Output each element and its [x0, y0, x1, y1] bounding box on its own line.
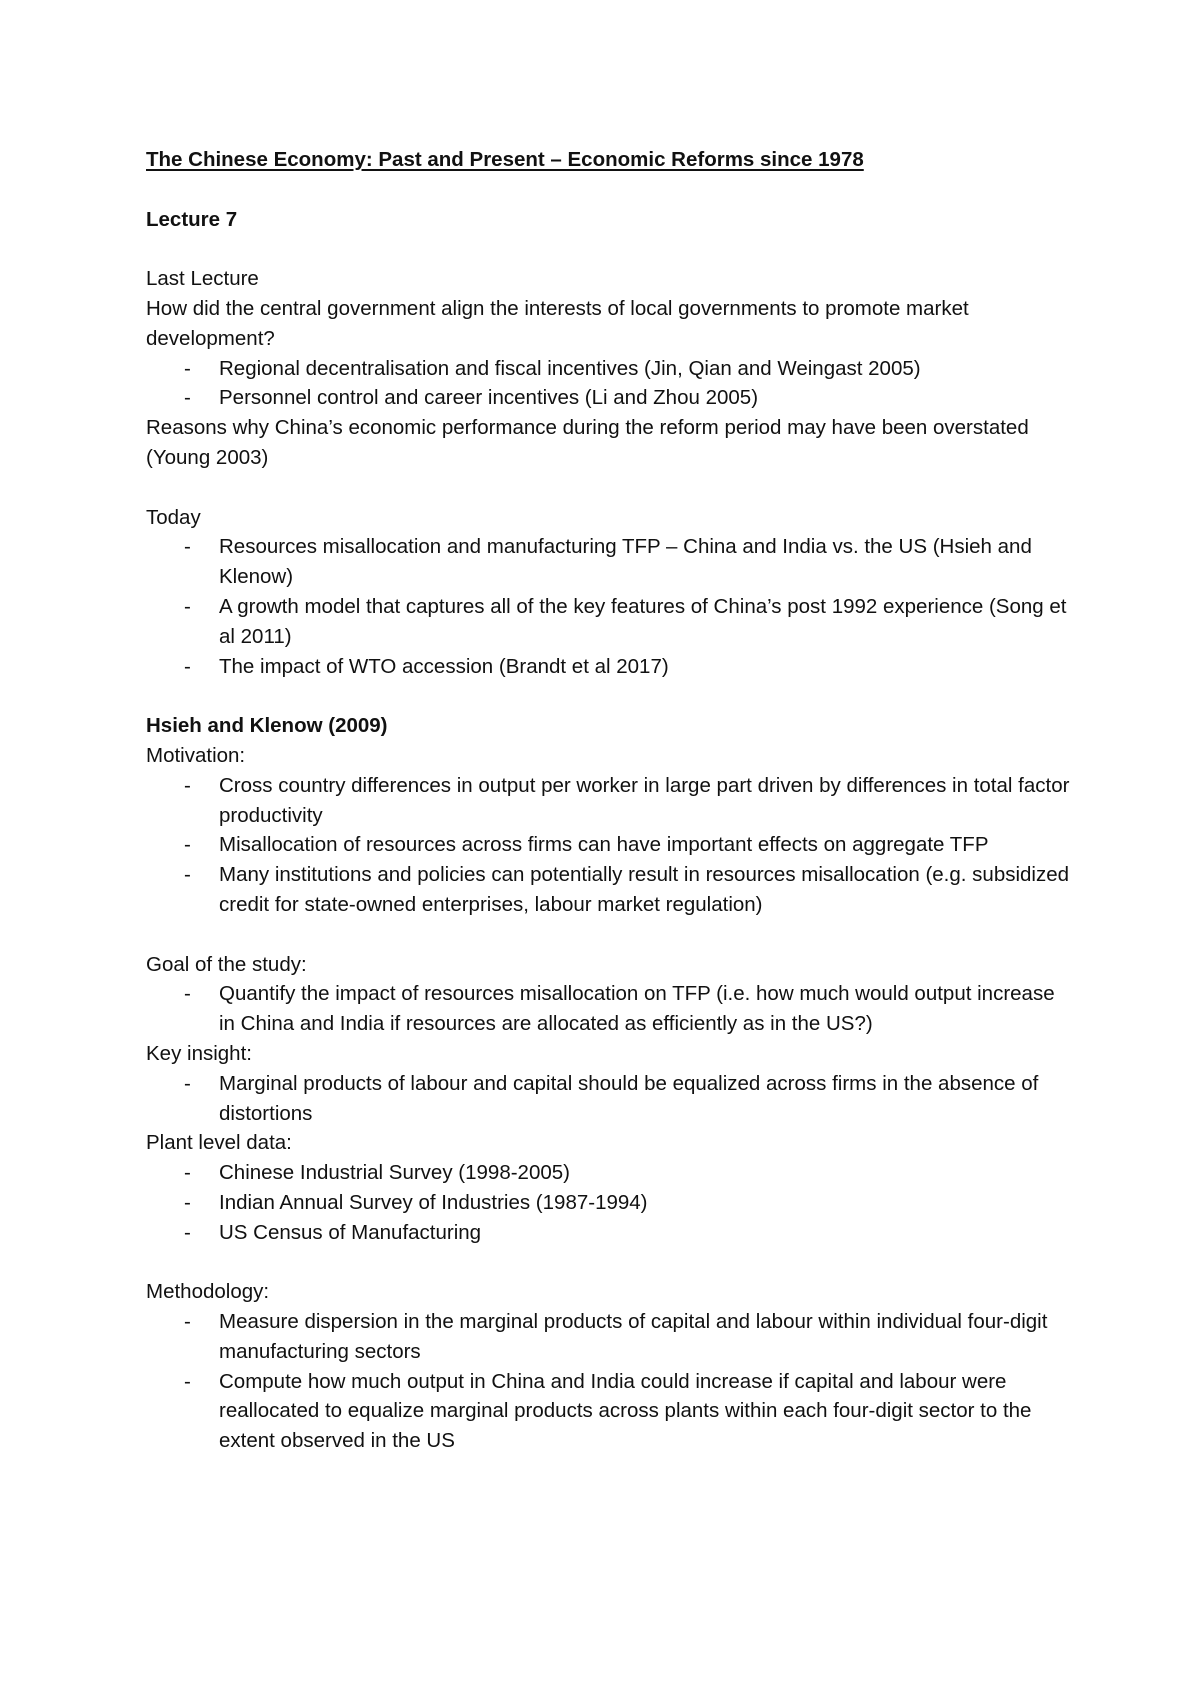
motivation-list [146, 771, 1076, 920]
spacer [146, 920, 1076, 950]
list-item: - Measure dispersion in the marginal products of capital and labour within individual four-digit manufacturing sectors [146, 1307, 1076, 1367]
last-lecture-list [146, 354, 1076, 414]
list-item: - Many institutions and policies can potentially result in resources misallocation (e.g. subsidized credit for state-owned enterprises, labour market regulation) [146, 860, 1076, 920]
spacer [146, 175, 1076, 205]
spacer [146, 1247, 1076, 1277]
spacer [146, 234, 1076, 264]
list-item: - Misallocation of resources across firms can have important effects on aggregate TFP [146, 830, 1076, 860]
today-heading: Today [146, 505, 201, 529]
data-list [146, 1158, 1076, 1247]
last-lecture-reasons: Reasons why China’s economic performance during the reform period may have been overstated (Young 2003) [146, 416, 1029, 469]
goal-label: Goal of the study: [146, 952, 307, 976]
spacer [146, 473, 1076, 503]
method-label: Methodology: [146, 1280, 270, 1304]
insight-list [146, 1069, 1076, 1129]
list-item: - Indian Annual Survey of Industries (1987-1994) [146, 1188, 1076, 1218]
list-item: - Resources misallocation and manufacturing TFP – China and India vs. the US (Hsieh and Klenow) [146, 532, 1076, 592]
document-title: The Chinese Economy: Past and Present – Economic Reforms since 1978 [146, 148, 864, 171]
list-item: - Regional decentralisation and fiscal incentives (Jin, Qian and Weingast 2005) [146, 354, 1076, 384]
motivation-label: Motivation: [146, 743, 246, 767]
insight-label: Key insight: [146, 1041, 252, 1065]
list-item: - Chinese Industrial Survey (1998-2005) [146, 1158, 1076, 1188]
hk-heading: Hsieh and Klenow (2009) [146, 714, 388, 738]
today-list [146, 532, 1076, 681]
document-page [146, 145, 1076, 1456]
list-item: - Quantify the impact of resources misallocation on TFP (i.e. how much would output increase in China and India if resources are allocated as efficiently as in the US?) [146, 979, 1076, 1039]
list-item: - Marginal products of labour and capital should be equalized across firms in the absence of distortions [146, 1069, 1076, 1129]
list-item: - US Census of Manufacturing [146, 1218, 1076, 1248]
list-item: - Cross country differences in output per worker in large part driven by differences in total factor productivity [146, 771, 1076, 831]
lecture-number: Lecture 7 [146, 207, 238, 231]
method-list [146, 1307, 1076, 1456]
goal-list [146, 979, 1076, 1039]
list-item: - A growth model that captures all of the key features of China’s post 1992 experience (Song et al 2011) [146, 592, 1076, 652]
list-item: - Personnel control and career incentives (Li and Zhou 2005) [146, 383, 1076, 413]
spacer [146, 681, 1076, 711]
list-item: - The impact of WTO accession (Brandt et al 2017) [146, 652, 1076, 682]
last-lecture-question: How did the central government align the interests of local governments to promote market development? [146, 296, 969, 350]
last-lecture-heading: Last Lecture [146, 267, 259, 291]
list-item: - Compute how much output in China and India could increase if capital and labour were reallocated to equalize marginal products across plants within each four-digit sector to the extent observed in the US [146, 1367, 1076, 1456]
data-label: Plant level data: [146, 1131, 292, 1155]
